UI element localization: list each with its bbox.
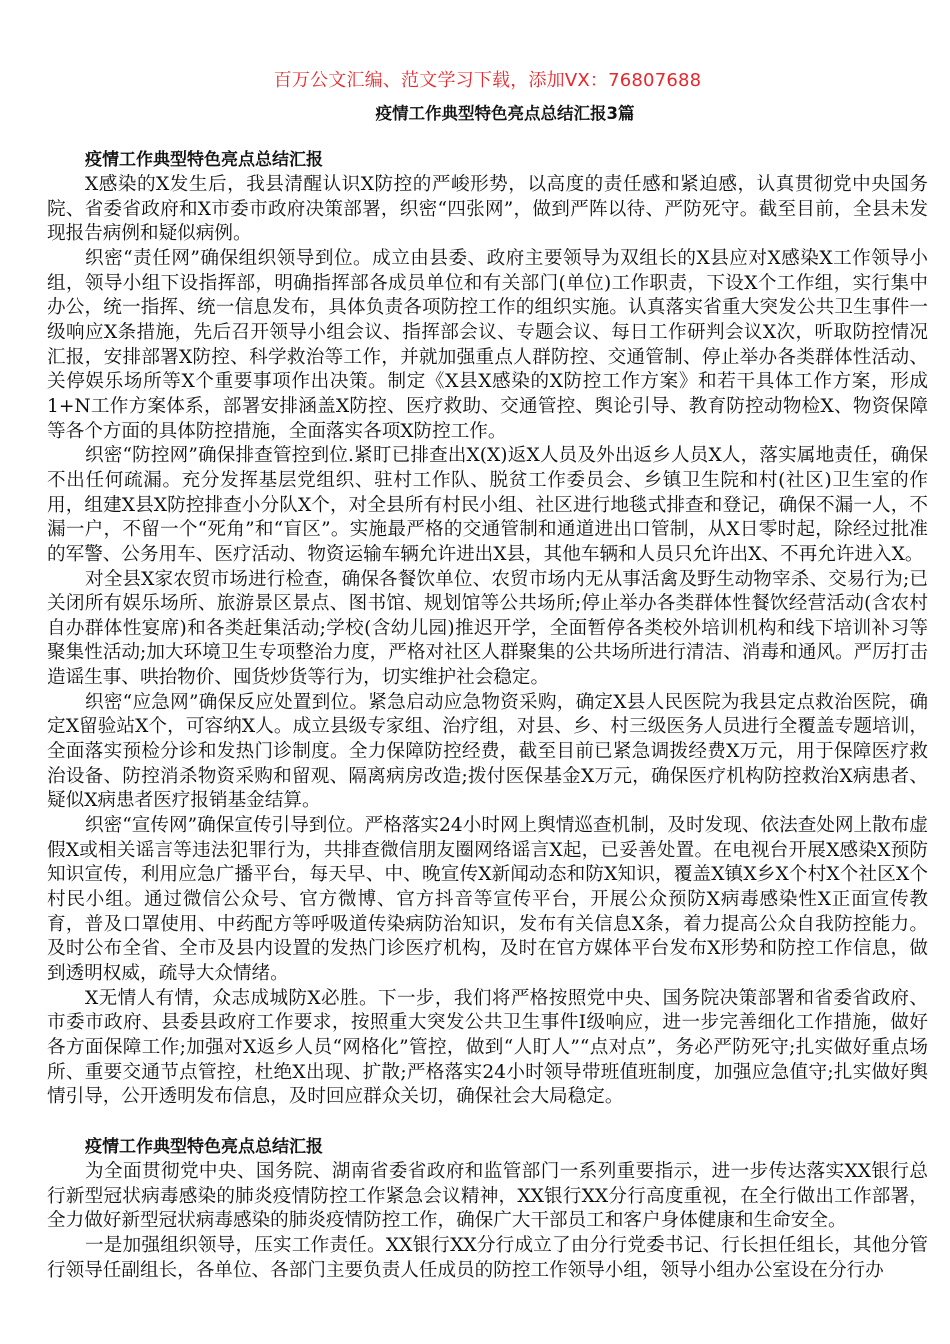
section-1 [47, 147, 928, 1110]
paragraph: 为全面贯彻党中央、国务院、湖南省委省政府和监管部门一系列重要指示，进一步传达落实XX银行总行新型冠状病毒感染的肺炎疫情防控工作紧急会议精神，XX银行XX分行高度重视，在全行做出工作部署，全力做好新型冠状病毒感染的肺炎疫情防控工作，确保广大干部员工和客户身体健康和生命安全。 [47, 1160, 928, 1232]
paragraph: X无情人有情，众志成城防X必胜。下一步，我们将严格按照党中央、国务院决策部署和省委省政府、市委市政府、县委县政府工作要求，按照重大突发公共卫生事件Ⅰ级响应，进一步完善细化工作措施，做好各方面保障工作;加强对X返乡人员“网格化”管控，做到“人盯人”“点对点”，务必严防死守;扎实做好重点场所、重要交通节点管控，杜绝X出现、扩散;严格落实24小时领导带班值班制度，加强应急值守;扎实做好舆情引导，公开透明发布信息，及时回应群众关切，确保社会大局稳定。 [47, 987, 928, 1108]
paragraph: 织密“责任网”确保组织领导到位。成立由县委、政府主要领导为双组长的X县应对X感染X工作领导小组，领导小组下设指挥部，明确指挥部各成员单位和有关部门(单位)工作职责，下设X个工作组，实行集中办公，统一指挥、统一信息发布，具体负责各项防控工作的组织实施。认真落实省重大突发公共卫生事件一级响应X条措施，先后召开领导小组会议、指挥部会议、专题会议、每日工作研判会议X次，听取防控情况汇报，安排部署X防控、科学救治等工作，并就加强重点人群防控、交通管制、停止举办各类群体性活动、关停娱乐场所等X个重要事项作出决策。制定《X县X感染的X防控工作方案》和若干具体工作方案，形成1+N工作方案体系，部署安排涵盖X防控、医疗救助、交通管控、舆论引导、教育防控动物检X、物资保障等各个方面的具体防控措施，全面落实各项X防控工作。 [47, 247, 928, 442]
paragraph: 一是加强组织领导，压实工作责任。XX银行XX分行成立了由分行党委书记、行长担任组长，其他分管行领导任副组长，各单位、各部门主要负责人任成员的防控工作领导小组，领导小组办公室设在分行办 [47, 1234, 928, 1281]
promo-banner: 百万公文汇编、范文学习下载，添加VX：76807688 [273, 70, 702, 91]
section-2 [47, 1134, 928, 1283]
document-title: 疫情工作典型特色亮点总结汇报3篇 [375, 104, 635, 123]
document-body [47, 147, 928, 1283]
section-heading: 疫情工作典型特色亮点总结汇报 [85, 150, 323, 170]
paragraph: 织密“宣传网”确保宣传引导到位。严格落实24小时网上舆情巡查机制，及时发现、依法查处网上散布虚假X或相关谣言等违法犯罪行为，共排查微信朋友圈网络谣言X起，已妥善处置。在电视台开展X感染X预防知识宣传，利用应急广播平台，每天早、中、晚宣传X新闻动态和防X知识，覆盖X镇X乡X个村X个社区X个村民小组。通过微信公众号、官方微博、官方抖音等宣传平台，开展公众预防X病毒感染性X正面宣传教育，普及口罩使用、中药配方等呼吸道传染病防治知识，发布有关信息X条，着力提高公众自我防控能力。及时公布全省、全市及县内设置的发热门诊医疗机构，及时在官方媒体平台发布X形势和防控工作信息，做到透明权威，疏导大众情绪。 [47, 815, 928, 984]
paragraph: 织密“防控网”确保排查管控到位.紧盯已排查出X(X)返X人员及外出返乡人员X人，落实属地责任，确保不出任何疏漏。充分发挥基层党组织、驻村工作队、脱贫工作委员会、乡镇卫生院和村(社区)卫生室的作用，组建X县X防控排查小分队X个，对全县所有村民小组、社区进行地毯式排查和登记，确保不漏一人，不漏一户，不留一个“死角”和“盲区”。实施最严格的交通管制和通道进出口管制，从X日零时起，除经过批准的军警、公务用车、医疗活动、物资运输车辆允许进出X县，其他车辆和人员只允许出X、不再允许进入X。 [47, 445, 928, 565]
paragraph: 织密“应急网”确保反应处置到位。紧急启动应急物资采购，确定X县人民医院为我县定点救治医院，确定X留验站X个，可容纳X人。成立县级专家组、治疗组，对县、乡、村三级医务人员进行全覆盖专题培训，全面落实预检分诊和发热门诊制度。全力保障防控经费，截至目前已紧急调拨经费X万元，用于保障医疗救治设备、防控消杀物资采购和留观、隔离病房改造;拨付医保基金X万元，确保医疗机构防控救治X病患者、疑似X病患者医疗报销基金结算。 [47, 691, 928, 812]
paragraph: 对全县X家农贸市场进行检查，确保各餐饮单位、农贸市场内无从事活禽及野生动物宰杀、交易行为;已关闭所有娱乐场所、旅游景区景点、图书馆、规划馆等公共场所;停止举办各类群体性餐饮经营活动(含农村自办群体性宴席)和各类赶集活动;学校(含幼儿园)推迟开学，全面暂停各类校外培训机构和线下培训补习等聚集性活动;加大环境卫生专项整治力度，严格对社区人群聚集的公共场所进行清洁、消毒和通风。严厉打击造谣生事、哄抬物价、囤货炒货等行为，切实维护社会稳定。 [47, 568, 928, 689]
section-heading: 疫情工作典型特色亮点总结汇报 [85, 1136, 323, 1157]
paragraph: X感染的X发生后，我县清醒认识X防控的严峻形势，以高度的责任感和紧迫感，认真贯彻党中央国务院、省委省政府和X市委市政府决策部署，织密“四张网”，做到严阵以待、严防死守。截至目前，全县未发现报告病例和疑似病例。 [47, 174, 928, 245]
section-gap [47, 1110, 928, 1134]
